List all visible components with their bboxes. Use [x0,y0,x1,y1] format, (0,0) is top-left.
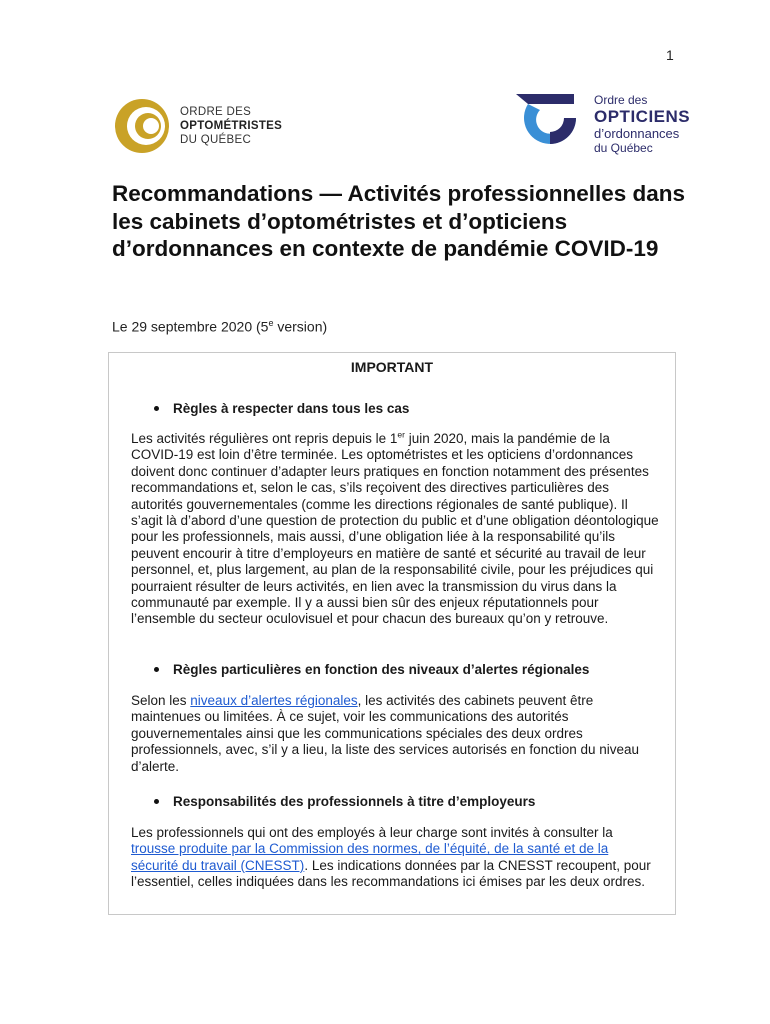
bullet-section-1-label: Règles à respecter dans tous les cas [173,401,410,416]
paragraph-section-2-part-b: , les activités des cabinets peuvent être maintenues ou limitées. À ce sujet, voir les communications des autorités gouvernementales ainsi que les communications spéciales des deux ordres professionnels, avec, s’il y a lieu, la liste des services autorisés en fonction du niveau d’alerte. [131,693,640,774]
logo-oodq-line1: ORDRE DES [180,106,252,118]
logo-oodq-line3: DU QUÉBEC [180,134,252,146]
paragraph-section-2 [131,693,659,775]
logo-ooq-line2: OPTICIENS [594,107,691,126]
opticiens-emblem-icon [514,88,588,160]
important-box [108,352,676,915]
logo-ordre-optometristes [112,96,282,156]
important-heading: IMPORTANT [350,359,434,375]
logo-ooq-line4: du Québec [594,141,653,155]
bullet-dot-icon [154,406,159,411]
paragraph-section-3-part-a: Les professionnels qui ont des employés à leur charge sont invités à consulter la [131,825,613,840]
bullet-dot-icon [154,667,159,672]
paragraph-section-1-part-b: juin 2020, mais la pandémie de la COVID-19 est loin d’être terminée. Les optométristes et les opticiens d’ordonnances doivent donc continuer d’adapter leurs pratiques en fonction notamment des présentes recommandations et, selon le cas, s’ils reçoivent des directives particulières des autorités gouvernementales (comme les directions régionales de santé publique). Il s’agit là d’abord d’une question de protection du public et d’une obligation déontologique pour les professionnels, mais aussi, d’une obligation liée à la responsabilité qu’ils peuvent encourir à titre d’employeurs en matière de santé et sécurité au travail de leur personnel, et, plus largement, au plan de la responsabilité civile, pour les préjudices qui pourraient résulter de leurs activités, en lien avec la transmission du virus dans la communauté par exemple. Il y a aussi bien sûr des enjeux réputationnels pour l’ensemble du secteur oculovisuel et pour chacun des bureaux qu’on y retrouve. [131,431,659,627]
paragraph-section-1-sup: er [397,429,405,440]
bullet-section-1 [154,401,409,416]
bullet-section-3-label: Responsabilités des professionnels à titre d’employeurs [173,794,536,809]
link-niveaux-alertes[interactable]: niveaux d’alertes régionales [190,693,358,708]
document-date [112,318,327,335]
paragraph-section-2-part-a: Selon les [131,693,191,708]
link-trousse-cnesst[interactable]: trousse produite par la Commission des normes, de l’équité, de la santé et de la sécurité du travail (CNESST) [131,841,609,873]
logo-ordre-opticiens [514,88,690,160]
date-superscript: e [268,318,274,328]
bullet-section-2-label: Règles particulières en fonction des niveaux d’alertes régionales [173,662,590,677]
logo-ooq-line3: d’ordonnances [594,126,680,141]
page-number: 1 [666,47,674,63]
document-title: Recommandations — Activités professionnelles dans les cabinets d’optométristes et d’opticiens d’ordonnances en contexte de pandémie COVID-19 [112,181,686,261]
bullet-section-2 [154,662,589,677]
paragraph-section-3-part-b: . Les indications données par la CNESST recoupent, pour l’essentiel, celles indiquées dans les recommandations ici émises par les deux ordres. [131,857,651,890]
logo-oodq-line2: OPTOMÉTRISTES [180,120,283,132]
paragraph-section-1-part-a: Les activités régulières ont repris depuis le 1 [131,431,398,446]
paragraph-section-3 [131,825,659,891]
paragraph-section-1 [131,431,659,628]
optometristes-emblem-icon [112,96,172,156]
date-suffix: version) [273,318,328,335]
logo-ooq-line1: Ordre des [594,93,648,107]
bullet-section-3 [154,794,535,809]
date-prefix: Le 29 septembre 2020 (5 [112,318,269,335]
bullet-dot-icon [154,799,159,804]
